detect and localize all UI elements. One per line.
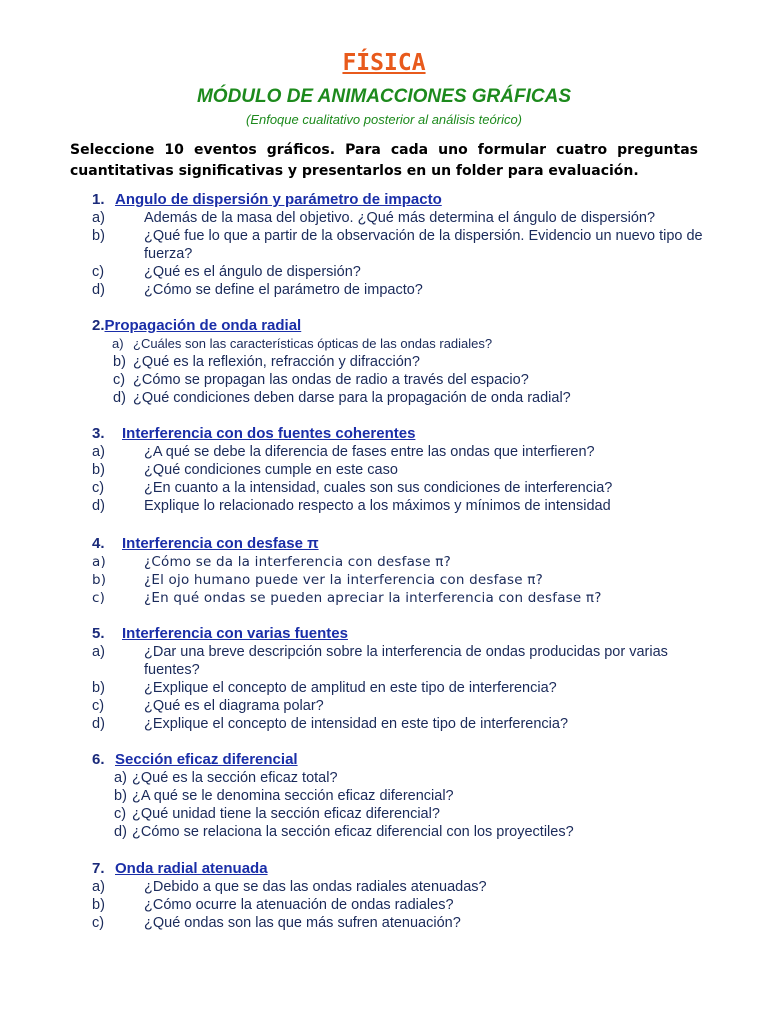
question-label: b) xyxy=(92,462,105,478)
question-label: a) xyxy=(92,644,105,660)
section-5 xyxy=(92,625,712,733)
question-text: ¿Qué es el diagrama polar? xyxy=(144,698,324,714)
question-label: a) xyxy=(114,770,127,786)
section-1 xyxy=(92,191,712,299)
question-item xyxy=(92,263,712,281)
question-text: ¿Debido a que se das las ondas radiales atenuadas? xyxy=(144,879,487,895)
question-text: ¿Cuáles son las características ópticas de las ondas radiales? xyxy=(133,336,493,351)
section-7 xyxy=(92,860,712,932)
section-heading xyxy=(92,535,712,553)
question-item xyxy=(92,715,712,733)
section-heading xyxy=(92,751,712,769)
question-label: a) xyxy=(92,444,105,460)
section-title: Onda radial atenuada xyxy=(115,860,268,877)
section-number: 4. xyxy=(92,535,105,552)
question-item xyxy=(92,497,712,515)
question-item xyxy=(92,589,712,607)
question-text: ¿Explique el concepto de intensidad en este tipo de interferencia? xyxy=(144,716,569,732)
section-3 xyxy=(92,425,712,515)
section-title: Interferencia con dos fuentes coherentes xyxy=(122,425,416,442)
question-text: ¿Qué condiciones cumple en este caso xyxy=(144,462,398,478)
question-item xyxy=(92,227,712,263)
section-heading xyxy=(92,191,712,209)
question-label: d) xyxy=(113,390,126,406)
module-note: (Enfoque cualitativo posterior al análisis teórico) xyxy=(245,112,523,127)
question-item xyxy=(92,209,712,227)
section-title: Interferencia con desfase π xyxy=(122,535,319,552)
section-6 xyxy=(92,751,712,841)
section-title: Interferencia con varias fuentes xyxy=(122,625,348,642)
question-item xyxy=(92,553,712,571)
question-text: ¿Cómo ocurre la atenuación de ondas radiales? xyxy=(144,897,454,913)
question-item xyxy=(92,823,712,841)
question-label: c) xyxy=(92,264,105,280)
question-item xyxy=(92,679,712,697)
question-text: ¿A qué se debe la diferencia de fases entre las ondas que interfieren? xyxy=(144,444,595,460)
section-title: Sección eficaz diferencial xyxy=(115,751,298,768)
question-item xyxy=(92,571,712,589)
section-heading xyxy=(92,425,712,443)
question-item xyxy=(92,281,712,299)
question-item xyxy=(92,461,712,479)
question-item xyxy=(92,353,712,371)
question-item xyxy=(92,697,712,715)
question-label: a) xyxy=(92,879,105,895)
question-text: ¿Cómo se define el parámetro de impacto? xyxy=(144,282,423,298)
question-text: ¿Qué es la sección eficaz total? xyxy=(132,770,338,786)
question-label: a) xyxy=(112,336,124,351)
section-title: Angulo de dispersión y parámetro de impacto xyxy=(115,191,442,208)
question-label: d) xyxy=(114,824,127,840)
question-text: ¿Cómo se da la interferencia con desfase π? xyxy=(144,554,451,570)
question-label: a) xyxy=(92,210,105,226)
section-number: 5. xyxy=(92,625,105,642)
question-label: c) xyxy=(92,698,105,714)
question-label: a) xyxy=(92,554,106,570)
question-text: Además de la masa del objetivo. ¿Qué más determina el ángulo de dispersión? xyxy=(144,210,656,226)
question-text: ¿El ojo humano puede ver la interferencia con desfase π? xyxy=(144,572,543,588)
section-number: 1. xyxy=(92,191,105,208)
page-title: FÍSICA xyxy=(342,50,426,76)
question-label: b) xyxy=(114,788,127,804)
question-text: ¿Qué condiciones deben darse para la propagación de onda radial? xyxy=(133,390,571,406)
question-item xyxy=(92,479,712,497)
section-number: 3. xyxy=(92,425,105,442)
question-text: ¿Qué es el ángulo de dispersión? xyxy=(144,264,361,280)
question-text: ¿En qué ondas se pueden apreciar la interferencia con desfase π? xyxy=(144,590,602,606)
question-item xyxy=(92,878,712,896)
question-label: c) xyxy=(114,806,127,822)
question-label: c) xyxy=(92,915,105,931)
question-item xyxy=(92,371,712,389)
question-label: d) xyxy=(92,498,105,514)
question-label: b) xyxy=(92,897,105,913)
section-heading xyxy=(92,317,712,335)
section-number: 7. xyxy=(92,860,105,877)
question-label: c) xyxy=(113,372,126,388)
question-label: b) xyxy=(92,572,107,588)
question-item xyxy=(92,914,712,932)
instructions-paragraph: Seleccione 10 eventos gráficos. Para cada uno formular cuatro preguntas cuantitativas significativas y presentarlos en un folder para evaluación. xyxy=(70,142,698,179)
module-title: MÓDULO DE ANIMACCIONES GRÁFICAS xyxy=(196,86,572,107)
question-item xyxy=(92,643,712,679)
question-text: ¿A qué se le denomina sección eficaz diferencial? xyxy=(132,788,454,804)
section-2 xyxy=(92,317,712,407)
section-4 xyxy=(92,535,712,607)
question-item xyxy=(92,335,712,353)
question-label: b) xyxy=(92,680,105,696)
question-text: ¿En cuanto a la intensidad, cuales son sus condiciones de interferencia? xyxy=(144,480,613,496)
section-title: Propagación de onda radial xyxy=(104,317,302,334)
question-text: ¿Cómo se relaciona la sección eficaz diferencial con los proyectiles? xyxy=(132,824,574,840)
section-heading xyxy=(92,860,712,878)
question-text: ¿Explique el concepto de amplitud en este tipo de interferencia? xyxy=(144,680,557,696)
question-item xyxy=(92,787,712,805)
question-label: b) xyxy=(113,354,126,370)
question-label: b) xyxy=(92,228,105,244)
question-label: c) xyxy=(92,590,106,606)
question-text: ¿Qué fue lo que a partir de la observación de la dispersión. Evidencio un nuevo tipo de fuerza? xyxy=(144,228,703,262)
question-label: c) xyxy=(92,480,105,496)
question-item xyxy=(92,389,712,407)
question-text: ¿Qué unidad tiene la sección eficaz diferencial? xyxy=(132,806,440,822)
question-item xyxy=(92,443,712,461)
question-item xyxy=(92,805,712,823)
section-number: 2. xyxy=(92,317,105,334)
question-label: d) xyxy=(92,716,105,732)
question-label: d) xyxy=(92,282,105,298)
question-text: ¿Dar una breve descripción sobre la interferencia de ondas producidas por varias fuentes? xyxy=(144,644,668,678)
question-text: ¿Cómo se propagan las ondas de radio a través del espacio? xyxy=(133,372,529,388)
question-item xyxy=(92,896,712,914)
question-text: Explique lo relacionado respecto a los máximos y mínimos de intensidad xyxy=(144,498,611,514)
section-number: 6. xyxy=(92,751,105,768)
section-heading xyxy=(92,625,712,643)
question-text: ¿Qué es la reflexión, refracción y difracción? xyxy=(133,354,420,370)
question-item xyxy=(92,769,712,787)
question-text: ¿Qué ondas son las que más sufren atenuación? xyxy=(144,915,461,931)
